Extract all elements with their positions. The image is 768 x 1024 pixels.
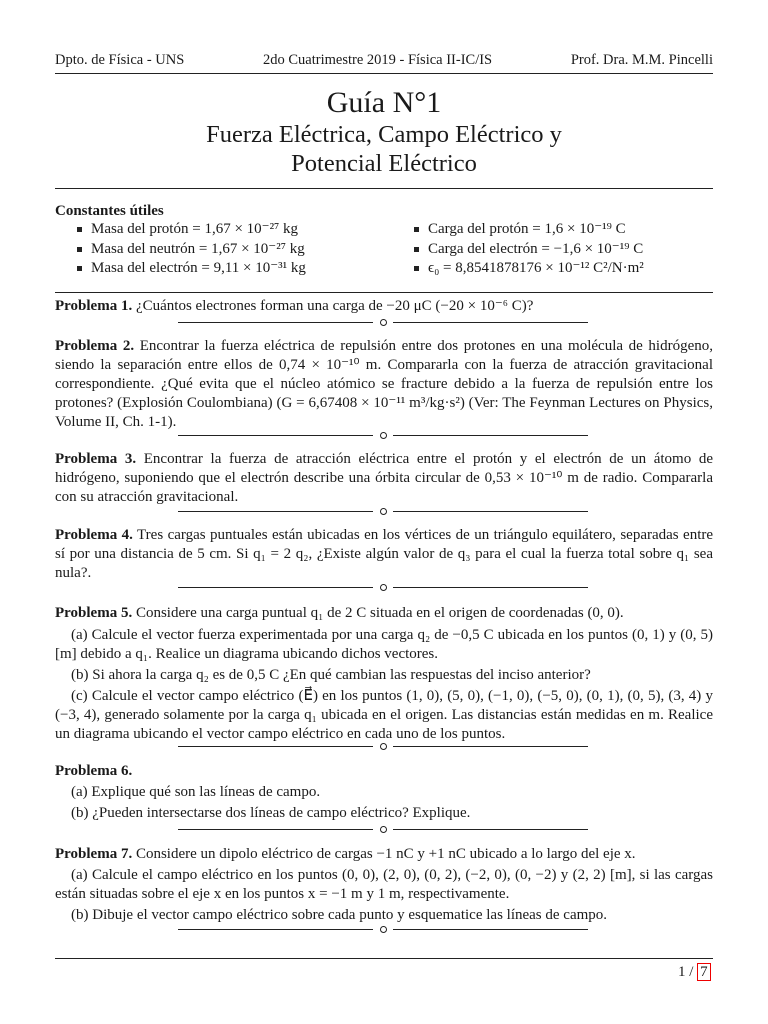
constant-item: Masa del neutrón = 1,67 × 10⁻²⁷ kg [55, 240, 306, 260]
page-title: Guía N°1 [326, 86, 442, 119]
header-professor: Prof. Dra. M.M. Pincelli [570, 52, 713, 68]
problem-6 [55, 762, 713, 823]
title-rule [55, 188, 713, 189]
page-number [678, 964, 711, 981]
subtitle-line-1: Fuerza Eléctrica, Campo Eléctrico y [206, 121, 562, 148]
header-course: 2do Cuatrimestre 2019 - Física II-IC/IS [262, 52, 493, 68]
problem-label: Problema 5. [55, 605, 133, 621]
header-rule [55, 73, 713, 74]
problem-text: Encontrar la fuerza eléctrica de repulsión entre dos protones en una molécula de hidrógeno, siendo la separación entre ellos de 0,74 × 10⁻¹⁰ m. Compararla con la fuerza de atracción gravitacional correspondiente. ¿Qué evita que el núcleo atómico se fracture debido a la fuerza de repulsión entre los protones? (Explosión Coulombiana) (G = 6,67408 × 10⁻¹¹ m³/kg·s²) (Ver: The Feynman Lectures on Physics, Volume II, Ch. 1-1). [55, 338, 714, 430]
page-subtitle [55, 120, 713, 178]
problem-label: Problema 1. [55, 298, 133, 314]
problem-label: Problema 7. [55, 846, 133, 862]
problem-6-part-a: (a) Explique qué son las líneas de campo. [71, 784, 321, 800]
footer-rule [55, 958, 713, 959]
problem-label: Problema 4. [55, 527, 133, 543]
separator [178, 925, 588, 935]
problem-5 [55, 604, 713, 744]
problem-5-part-b: (b) Si ahora la carga q₂ es de 0,5 C ¿En qué cambian las respuestas del inciso anterior? [71, 667, 591, 683]
problem-4 [55, 526, 713, 583]
constant-item: Masa del electrón = 9,11 × 10⁻³¹ kg [55, 259, 306, 279]
separator [178, 825, 588, 835]
problem-text: ¿Cuántos electrones forman una carga de −20 μC (−20 × 10⁻⁶ C)? [135, 298, 534, 314]
problem-7-part-a: (a) Calcule el campo eléctrico en los puntos (0, 0), (2, 0), (0, 2), (−2, 0), (0, −2) y (2, 2) [m], si las cargas están situadas sobre el eje x en los puntos x = −1 m y 1 m, respectivamente. [55, 867, 713, 902]
problem-2 [55, 337, 713, 432]
separator [178, 318, 588, 328]
problem-text: Tres cargas puntuales están ubicadas en los vértices de un triángulo equilátero, separadas entre sí por una distancia de 5 cm. Si q₁ = 2 q₂, ¿Existe algún valor de q₃ para el cual la fuerza total sobre q₁ sea nula?. [55, 527, 714, 581]
separator [178, 583, 588, 593]
constants-right-list [392, 220, 644, 279]
page-total-link[interactable]: 7 [697, 963, 711, 981]
header-department: Dpto. de Física - UNS [55, 52, 185, 68]
separator [178, 742, 588, 752]
problem-text: Considere un dipolo eléctrico de cargas −1 nC y +1 nC ubicado a lo largo del eje x. [135, 846, 636, 862]
problem-label: Problema 2. [55, 338, 135, 354]
constant-item: ϵ₀ = 8,8541878176 × 10⁻¹² C²/N·m² [392, 259, 644, 279]
constants-heading: Constantes útiles [55, 203, 164, 219]
problem-5-part-c: (c) Calcule el vector campo eléctrico (E⃗) en los puntos (1, 0), (5, 0), (−1, 0), (−5, 0), (0, 1), (0, 5), (3, 4) y (−3, 4), generado solamente por la carga q₁ ubicada en el origen. Las distancias están medidas en m. Realice un diagrama ubicando el vector campo eléctrico en cada uno de los puntos. [55, 688, 713, 742]
subtitle-line-2: Potencial Eléctrico [291, 150, 477, 177]
constant-item: Carga del electrón = −1,6 × 10⁻¹⁹ C [392, 240, 644, 260]
problem-1 [55, 297, 713, 316]
constant-item: Carga del protón = 1,6 × 10⁻¹⁹ C [392, 220, 644, 240]
problem-label: Problema 3. [55, 451, 137, 467]
problem-text: Considere una carga puntual q₁ de 2 C situada en el origen de coordenadas (0, 0). [135, 605, 624, 621]
constants-rule [55, 292, 713, 293]
constant-item: Masa del protón = 1,67 × 10⁻²⁷ kg [55, 220, 306, 240]
page-current: 1 / [678, 964, 694, 980]
separator [178, 507, 588, 517]
problem-5-part-a: (a) Calcule el vector fuerza experimentada por una carga q₂ de −0,5 C ubicada en los puntos (0, 1) y (0, 5) [m] debido a q₁. Realice un diagrama ubicando dichos vectores. [55, 627, 713, 662]
problem-label: Problema 6. [55, 763, 133, 779]
separator [178, 431, 588, 441]
problem-3 [55, 450, 713, 507]
constants-left-list [55, 220, 306, 279]
problem-text: Encontrar la fuerza de atracción eléctrica entre el protón y el electrón de un átomo de hidrógeno, suponiendo que el electrón describe una órbita circular de 0,53 × 10⁻¹⁰ m de radio. Compararla con su atracción gravitacional. [55, 451, 714, 505]
problem-6-part-b: (b) ¿Pueden intersectarse dos líneas de campo eléctrico? Explique. [71, 805, 471, 821]
problem-7 [55, 845, 713, 925]
running-header [55, 52, 713, 69]
problem-7-part-b: (b) Dibuje el vector campo eléctrico sobre cada punto y esquematice las líneas de campo. [71, 907, 608, 923]
